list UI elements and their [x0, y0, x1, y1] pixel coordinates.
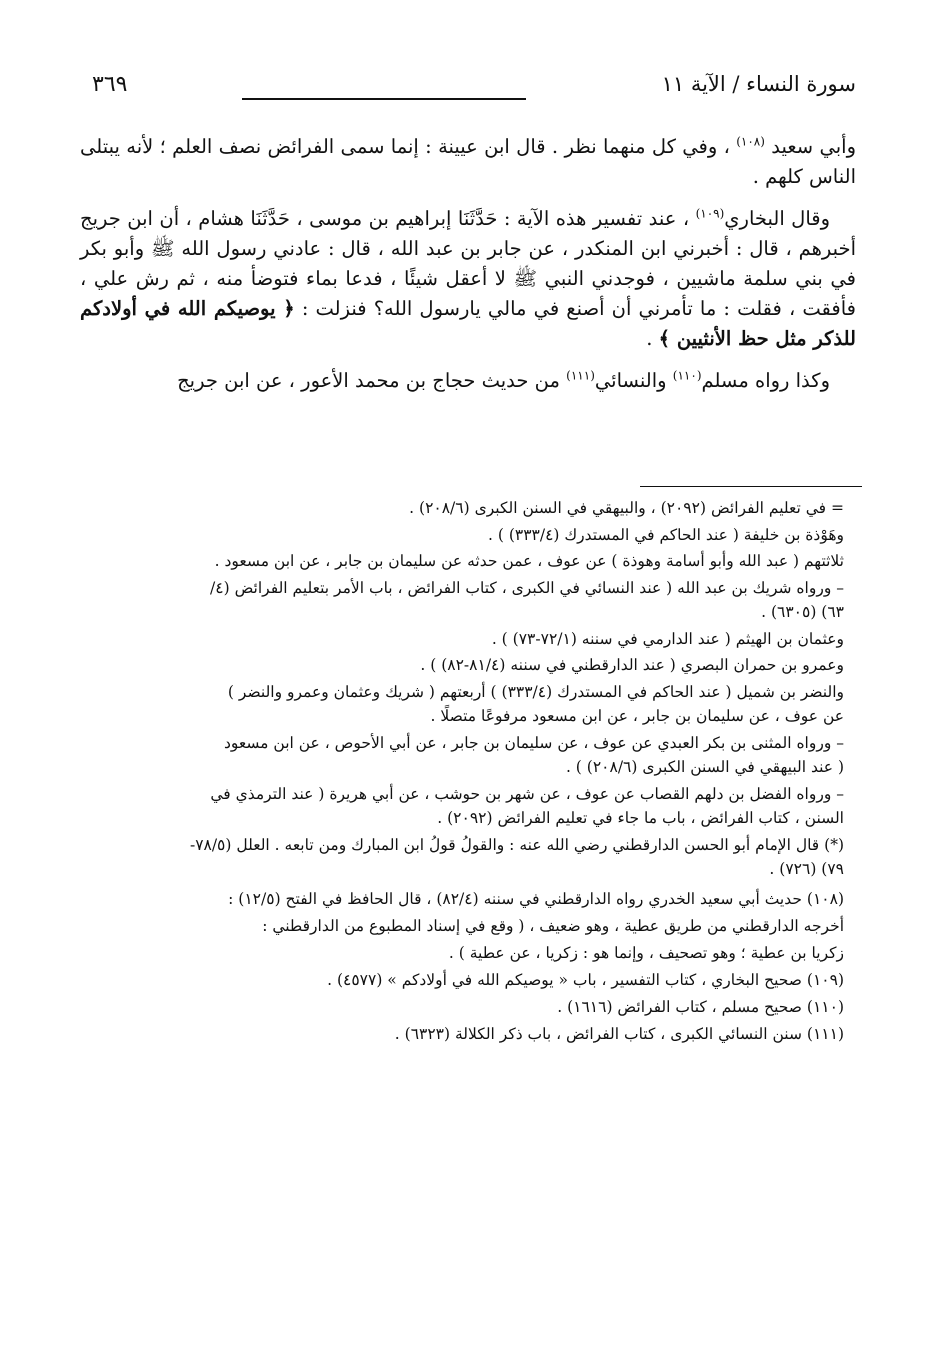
footnote-line: وعمرو بن حمران البصري ( عند الدارقطني في سننه (٨١/٤-٨٢) ) .	[420, 656, 844, 674]
footnote-line: السنن ، كتاب الفرائض ، باب ما جاء في تعليم الفرائض (٢٠٩٢) .	[437, 809, 844, 827]
page-header	[92, 72, 856, 112]
page-number: ٣٦٩	[92, 72, 128, 97]
p3-text-mid: والنسائي	[594, 369, 667, 392]
footnote-line: عن عوف ، عن سليمان بن جابر ، عن ابن مسعود مرفوعًا متصلًا .	[430, 707, 844, 725]
paragraph-2	[80, 204, 856, 354]
footnote-line: ٧٩) (٧٢٦) .	[769, 860, 844, 878]
note-line: (١١١) سنن النسائي الكبرى ، كتاب الفرائض ، باب ذكر الكلالة (٦٣٢٣) .	[394, 1024, 844, 1043]
p3-text-start: وكذا رواه مسلم	[701, 369, 830, 392]
footnote-separator	[640, 486, 862, 487]
footnote-line: (*) قال الإمام أبو الحسن الدارقطني رضي الله عنه : والقولُ قولُ ابن المبارك ومن تابعه . العلل (٧٨/٥-	[189, 835, 844, 854]
main-text	[80, 132, 856, 408]
p2-text-body: ، عند تفسير هذه الآية : حَدَّثَنَا إبراهيم بن موسى ، حَدَّثَنَا هشام ، أن ابن جريج أخبرهم ، قال : أخبرني ابن المنكدر ، عن جابر بن عبد الله ، قال : عادني رسول الله ﷺ وأبو بكر في بني سلمة ماشيين ، فوجدني النبي ﷺ لا أعقل شيئًا ، فدعا بماء فتوضأ منه ، ثم رش علي ، فأفقت ، فقلت : ما تأمرني أن أصنع في مالي يارسول الله؟ فنزلت :	[80, 207, 857, 320]
header-rule	[242, 98, 526, 100]
running-title: سورة النساء / الآية ١١	[661, 72, 856, 96]
paragraph-1	[80, 132, 856, 192]
quran-quote: ﴿ يوصيكم الله في أولادكم للذكر مثل حظ الأنثيين ﴾	[80, 297, 856, 350]
p2-period: .	[646, 327, 653, 350]
footnote-ref-111: (١١١)	[566, 368, 595, 383]
footnote-line: = في تعليم الفرائض (٢٠٩٢) ، والبيهقي في السنن الكبرى (٢٠٨/٦) .	[409, 499, 844, 517]
footnote-line: – ورواه شريك بن عبد الله ( عند النسائي في الكبرى ، كتاب الفرائض ، باب الأمر بتعليم الفرائض (٤/	[210, 578, 844, 597]
p1-text-start: وأبي سعيد	[771, 135, 856, 158]
footnote-line: – ورواه المثنى بن بكر العبدي عن عوف ، عن سليمان بن جابر ، عن أبي الأحوص ، عن ابن مسعود	[223, 733, 844, 752]
note-line: (١٠٨) حديث أبي سعيد الخدري رواه الدارقطني في سننه (٨٢/٤) ، قال الحافظ في الفتح (١٢/٥) :	[228, 889, 844, 908]
p3-text-end: من حديث حجاج بن محمد الأعور ، عن ابن جريج	[177, 369, 560, 392]
p1-text-end: ، وفي كل منهما نظر . قال ابن عيينة : إنما سمى الفرائض نصف العلم ؛ لأنه يبتلى الناس كلهم .	[80, 135, 856, 188]
footnote-line: ( عند البيهقي في السنن الكبرى (٢٠٨/٦) ) .	[565, 758, 844, 776]
note-line: (١٠٩) صحيح البخاري ، كتاب التفسير ، باب « يوصيكم الله في أولادكم » (٤٥٧٧) .	[327, 970, 844, 989]
note-line: أخرجه الدارقطني من طريق عطية ، وهو ضعيف ، ( وقع في إسناد المطبوع من الدارقطني :	[262, 916, 844, 935]
footnote-line: ٦٣) (٦٣٠٥) .	[761, 603, 844, 621]
footnote-ref-110: (١١٠)	[672, 368, 702, 383]
footnote-line: – ورواه الفضل بن دلهم القصاب عن عوف ، عن شهر بن حوشب ، عن أبي هريرة ( عند الترمذي في	[210, 784, 844, 803]
footnote-ref-109: (١٠٩)	[695, 206, 725, 221]
note-line: زكريا بن عطية ؛ وهو تصحيف ، وإنما هو : زكريا ، عن عطية ) .	[448, 943, 844, 962]
paragraph-3	[80, 366, 856, 396]
footnotes-area	[86, 496, 844, 1048]
footnote-line: وهَوْذة بن خليفة ( عند الحاكم في المستدرك (٣٣٣/٤) ) .	[487, 525, 844, 544]
footnote-line: وعثمان بن الهيثم ( عند الدارمي في سننه (٧٢/١-٧٣) ) .	[491, 629, 844, 648]
footnote-line: ثلاثتهم ( عبد الله وأبو أسامة وهوذة ) عن عوف ، عمن حدثه عن سليمان بن جابر ، عن ابن مسعود .	[214, 552, 844, 570]
note-line: (١١٠) صحيح مسلم ، كتاب الفرائض (١٦١٦) .	[557, 997, 844, 1016]
numbered-notes	[86, 886, 844, 1048]
footnote-ref-108: (١٠٨)	[736, 134, 765, 149]
p2-text-start: وقال البخاري	[724, 207, 831, 230]
footnote-line: والنضر بن شميل ( عند الحاكم في المستدرك (٣٣٣/٤) ) أربعتهم ( شريك وعثمان وعمرو والنضر )	[227, 682, 844, 701]
